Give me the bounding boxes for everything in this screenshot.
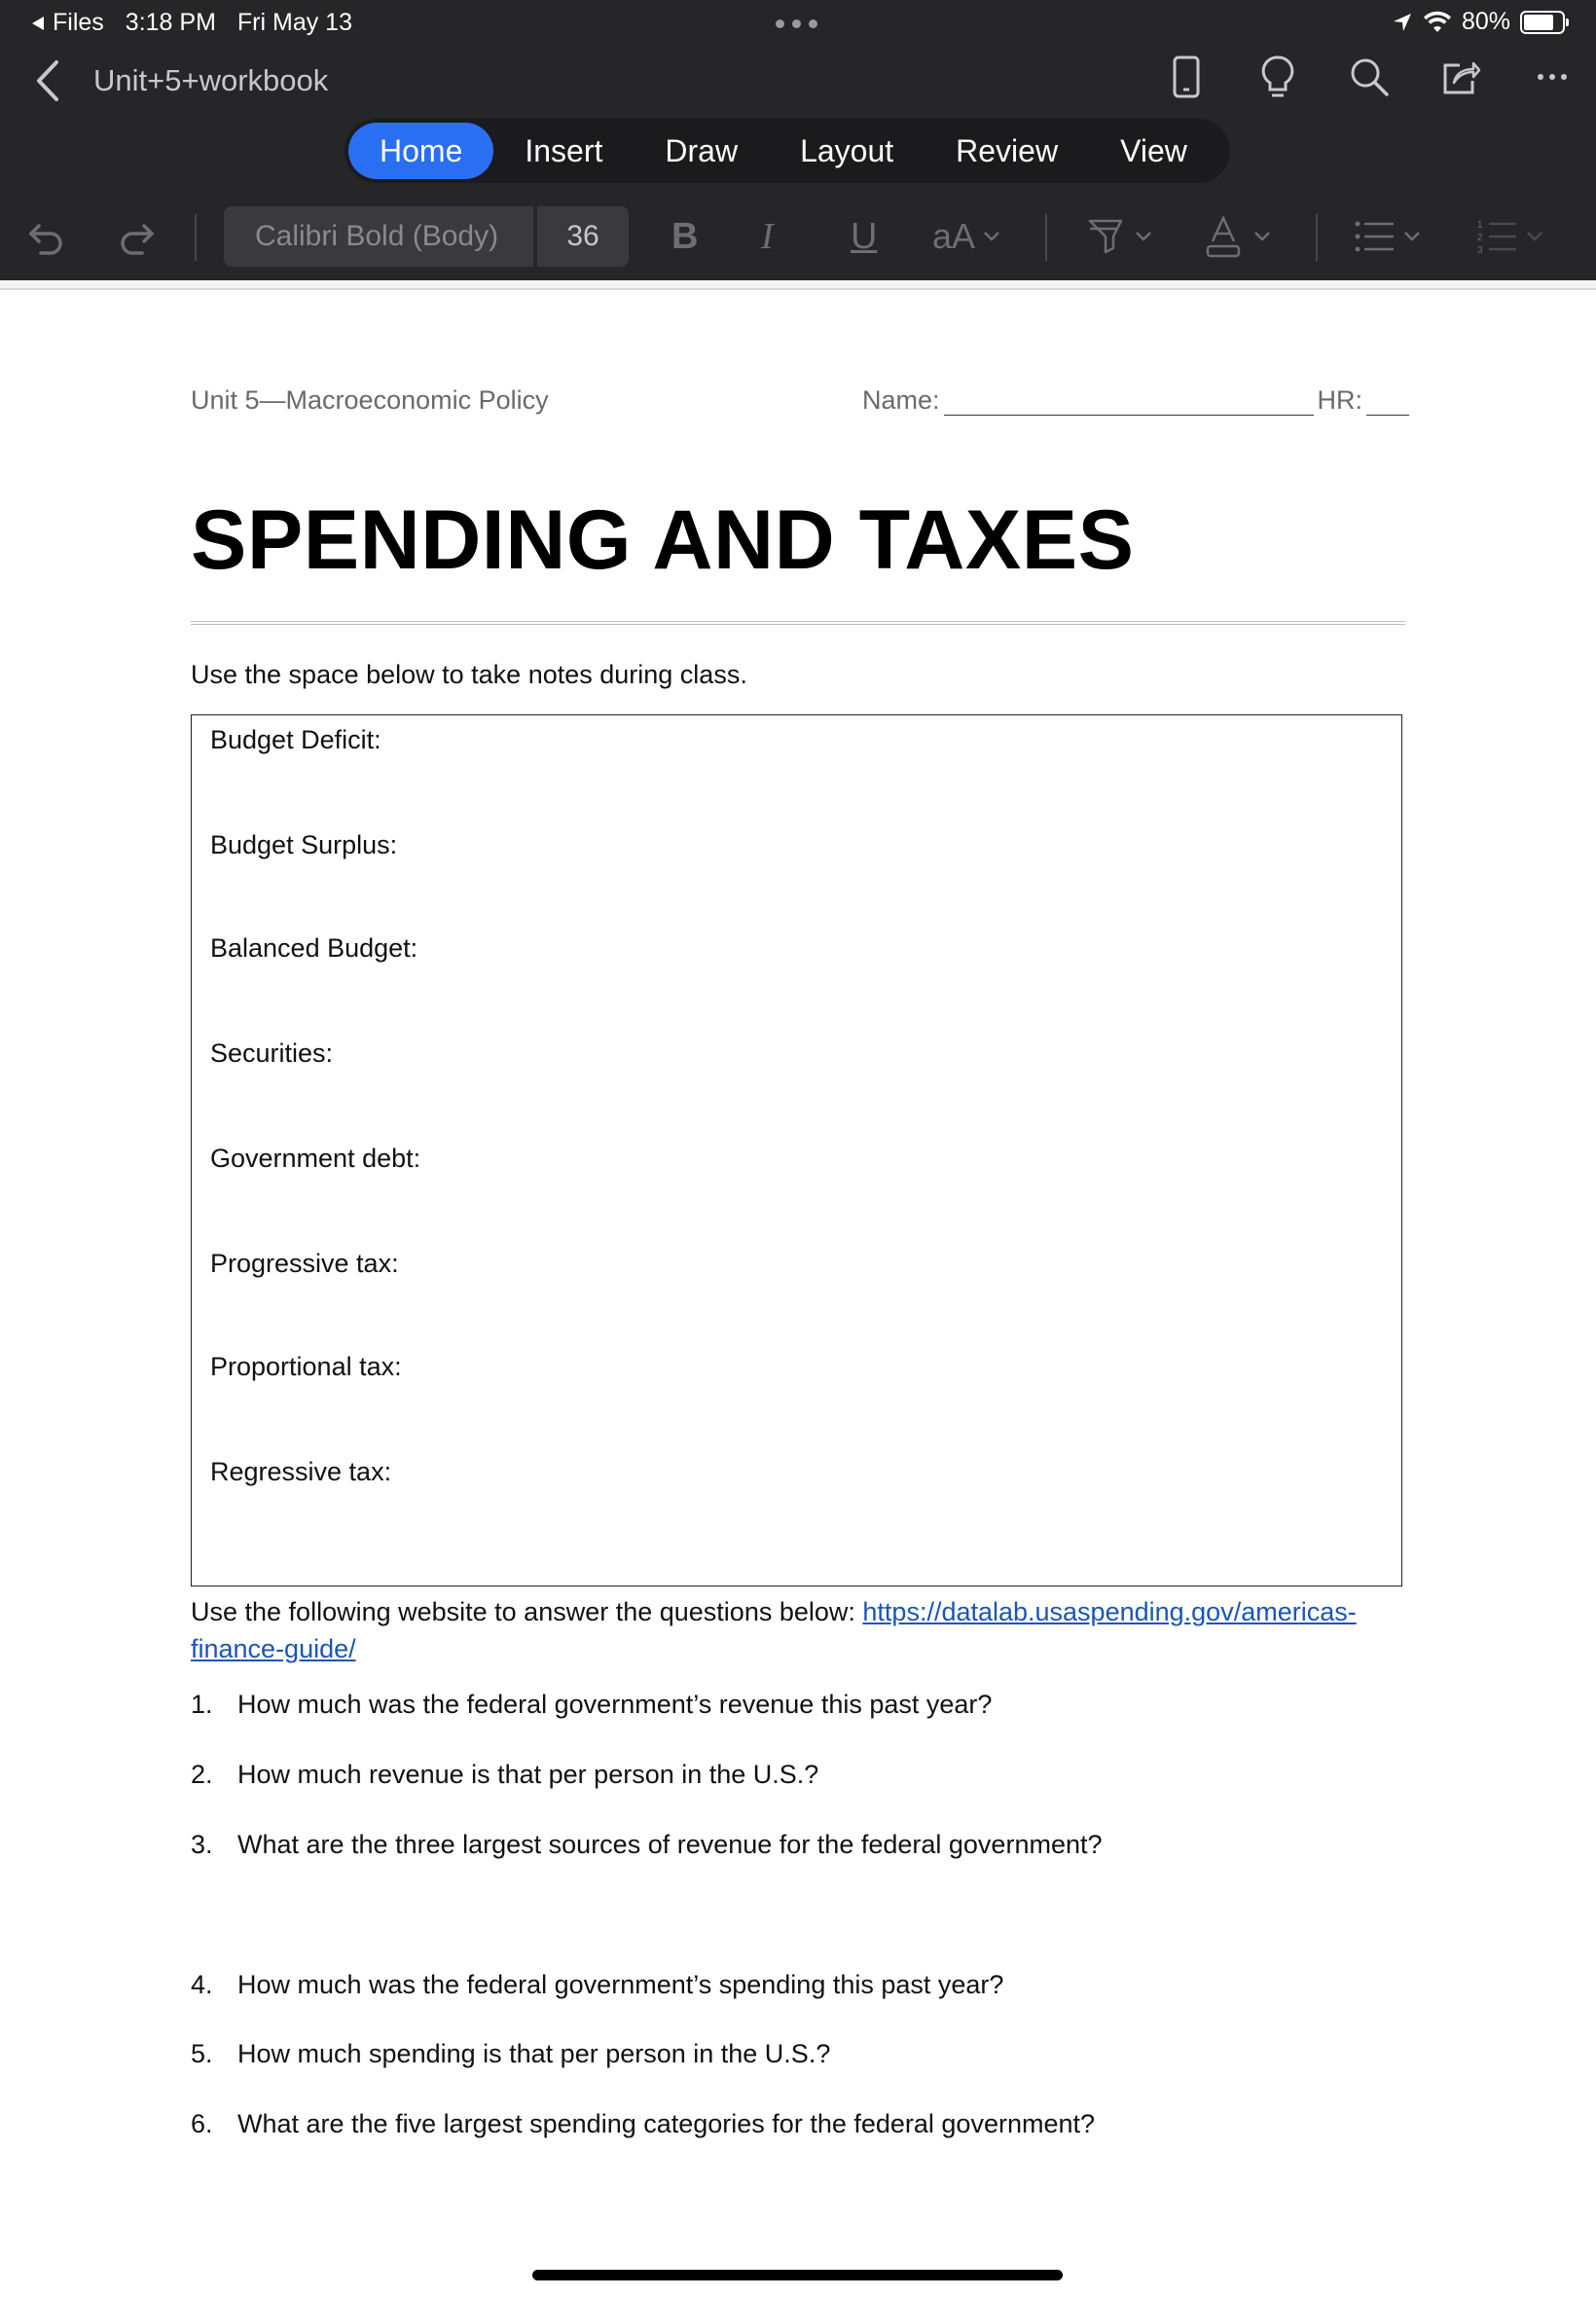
numbered-list-icon: [1477, 218, 1518, 255]
tab-review[interactable]: Review: [956, 132, 1059, 168]
highlighter-icon: [1086, 215, 1125, 258]
question-text: What are the three largest sources of revenue for the federal government?: [237, 1830, 1103, 1859]
battery-percent: 80%: [1461, 8, 1510, 35]
bold-button[interactable]: B: [671, 215, 699, 257]
chevron-down-icon: [1135, 231, 1152, 242]
question-text: What are the five largest spending categories for the federal government?: [237, 2109, 1096, 2138]
undo-icon[interactable]: [25, 204, 68, 269]
question-item: [191, 1690, 992, 1720]
term-securities: Securities:: [210, 1039, 334, 1068]
page-title: SPENDING AND TAXES: [191, 493, 1135, 587]
term-proportional-tax: Proportional tax:: [210, 1352, 402, 1381]
status-left: [31, 9, 352, 37]
redo-icon[interactable]: [115, 204, 158, 269]
question-item: [191, 1760, 818, 1790]
document-page[interactable]: [0, 292, 1596, 2297]
back-chevron-icon[interactable]: [29, 56, 68, 105]
status-bar: [0, 0, 1596, 47]
highlight-button[interactable]: [1086, 204, 1152, 269]
svg-text:2: 2: [1477, 233, 1483, 243]
bullets-button[interactable]: [1355, 204, 1421, 269]
font-size-field[interactable]: 36: [537, 206, 629, 267]
term-balanced-budget: Balanced Budget:: [210, 933, 418, 963]
tab-view[interactable]: View: [1120, 132, 1187, 168]
question-number: 6.: [191, 2109, 213, 2138]
term-regressive-tax: Regressive tax:: [210, 1457, 392, 1486]
tab-home[interactable]: Home: [348, 123, 493, 179]
change-case-button[interactable]: [932, 204, 1000, 269]
svg-text:1: 1: [1477, 220, 1483, 231]
toolbar-divider: [195, 214, 197, 261]
battery-fill: [1524, 15, 1553, 30]
app-chrome: [0, 0, 1596, 280]
chevron-down-icon: [1526, 231, 1543, 242]
question-item: [191, 1970, 1003, 2000]
header-name-line: [862, 385, 1413, 416]
ribbon-tabs: [345, 119, 1230, 183]
chevron-down-icon: [1253, 231, 1271, 242]
status-right: [1392, 8, 1565, 36]
question-text: How much was the federal government’s spending this past year?: [237, 1970, 1004, 1999]
hr-blank: [1366, 386, 1409, 416]
more-icon[interactable]: [1528, 53, 1577, 101]
toolbar-divider: [1316, 214, 1318, 261]
notes-box: [191, 714, 1402, 1586]
phone-view-icon[interactable]: [1162, 53, 1211, 101]
home-indicator[interactable]: [532, 2270, 1063, 2280]
term-progressive-tax: Progressive tax:: [210, 1249, 399, 1278]
tab-draw[interactable]: Draw: [665, 132, 739, 168]
notes-instructions: Use the space below to take notes during class.: [191, 660, 747, 689]
question-item: [191, 1830, 1103, 1860]
question-number: 5.: [191, 2039, 213, 2068]
hr-label: HR:: [1317, 385, 1363, 415]
bulleted-list-icon: [1355, 220, 1396, 253]
underline-button[interactable]: U: [851, 215, 878, 257]
heading-rule: [191, 621, 1405, 625]
location-arrow-icon: [1392, 12, 1413, 33]
website-link[interactable]: https://datalab.usaspending.gov/americas-finance-guide/: [191, 1597, 1357, 1663]
term-government-debt: Government debt:: [210, 1144, 421, 1173]
back-to-app-button[interactable]: [31, 9, 104, 37]
canvas-divider: [0, 280, 1596, 290]
battery-icon: [1520, 11, 1565, 34]
question-text: How much spending is that per person in the U.S.?: [237, 2039, 831, 2068]
change-case-label: aA: [932, 216, 976, 256]
font-name-field[interactable]: Calibri Bold (Body): [224, 206, 533, 267]
question-number: 4.: [191, 1970, 213, 1999]
question-item: [191, 2109, 1095, 2139]
term-budget-deficit: Budget Deficit:: [210, 725, 381, 754]
format-toolbar: [0, 204, 1596, 269]
wifi-icon: [1423, 11, 1452, 34]
header-unit: Unit 5—Macroeconomic Policy: [191, 385, 549, 415]
numbering-button[interactable]: [1477, 204, 1543, 269]
status-time: 3:18 PM: [125, 9, 216, 36]
name-label: Name:: [862, 385, 940, 415]
question-text: How much revenue is that per person in the U.S.?: [237, 1760, 819, 1789]
term-budget-surplus: Budget Surplus:: [210, 830, 398, 859]
lightbulb-icon[interactable]: [1253, 53, 1302, 101]
font-color-icon: [1205, 214, 1242, 259]
website-intro: Use the following website to answer the questions below:: [191, 1597, 855, 1626]
multitask-dots-icon[interactable]: [776, 19, 817, 28]
title-bar: [0, 47, 1596, 113]
tab-layout[interactable]: Layout: [800, 132, 894, 168]
document-title[interactable]: Unit+5+workbook: [93, 63, 329, 97]
website-instructions: [191, 1593, 1407, 1667]
status-date: Fri May 13: [236, 9, 352, 36]
question-item: [191, 2039, 830, 2069]
chevron-down-icon: [1403, 231, 1421, 242]
name-blank: [944, 386, 1314, 416]
back-triangle-icon: [31, 16, 45, 31]
back-app-label: Files: [53, 9, 104, 36]
search-icon[interactable]: [1345, 53, 1394, 101]
chevron-down-icon: [983, 231, 1000, 242]
question-number: 1.: [191, 1690, 213, 1719]
toolbar-divider: [1045, 214, 1047, 261]
share-icon[interactable]: [1436, 53, 1485, 101]
italic-button[interactable]: I: [761, 216, 774, 257]
question-text: How much was the federal government’s revenue this past year?: [237, 1690, 993, 1719]
tab-insert[interactable]: Insert: [525, 132, 603, 168]
svg-text:3: 3: [1477, 245, 1483, 255]
question-number: 3.: [191, 1830, 213, 1859]
question-number: 2.: [191, 1760, 213, 1789]
title-actions: [1162, 53, 1577, 101]
font-color-button[interactable]: [1205, 204, 1271, 269]
